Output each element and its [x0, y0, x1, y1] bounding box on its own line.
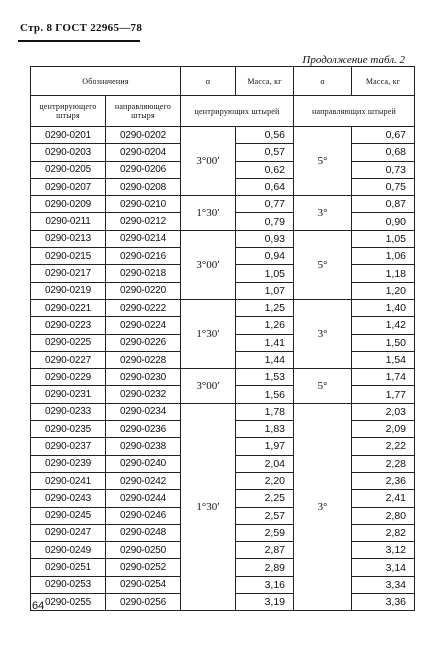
- guide-pin-mass: 1,06: [352, 248, 415, 265]
- guide-pin-code: 0290-0208: [106, 178, 181, 195]
- guide-pin-mass: 1,18: [352, 265, 415, 282]
- centering-pin-mass: 0,77: [236, 196, 294, 213]
- centering-pin-mass: 1,07: [236, 282, 294, 299]
- centering-pin-mass: 0,57: [236, 144, 294, 161]
- centering-pin-mass: 1,56: [236, 386, 294, 403]
- centering-pin-mass: 2,87: [236, 542, 294, 559]
- guide-pin-code: 0290-0240: [106, 455, 181, 472]
- guide-pin-code: 0290-0206: [106, 161, 181, 178]
- centering-pin-mass: 0,93: [236, 230, 294, 247]
- centering-pin-mass: 1,83: [236, 421, 294, 438]
- centering-pin-code: 0290-0255: [31, 594, 106, 611]
- centering-pin-code: 0290-0215: [31, 248, 106, 265]
- centering-pin-mass: 1,05: [236, 265, 294, 282]
- table-row: [31, 230, 415, 247]
- table-row: [31, 369, 415, 386]
- mass-header-centering: Масса, кг: [236, 67, 294, 96]
- centering-pin-code: 0290-0241: [31, 472, 106, 489]
- guide-pin-code: 0290-0252: [106, 559, 181, 576]
- guide-pin-mass: 1,42: [352, 317, 415, 334]
- table-row: [31, 196, 415, 213]
- centering-pin-mass: 3,19: [236, 594, 294, 611]
- guide-pin-code: 0290-0220: [106, 282, 181, 299]
- guide-pin-code: 0290-0236: [106, 421, 181, 438]
- page-number: 64: [32, 600, 45, 612]
- guide-angle: 5°: [294, 369, 352, 404]
- centering-pin-code: 0290-0253: [31, 576, 106, 593]
- centering-pins-header: центрирующих штырей: [181, 96, 294, 127]
- centering-pin-code: 0290-0231: [31, 386, 106, 403]
- centering-pin-code: 0290-0247: [31, 524, 106, 541]
- centering-pin-code: 0290-0249: [31, 542, 106, 559]
- centering-pin-header: центрирующего штыря: [31, 96, 106, 127]
- guide-pin-mass: 0,75: [352, 178, 415, 195]
- guide-pin-code: 0290-0204: [106, 144, 181, 161]
- designation-mass-table: [30, 66, 415, 611]
- guide-pin-mass: 1,50: [352, 334, 415, 351]
- centering-pin-mass: 2,89: [236, 559, 294, 576]
- guide-pin-mass: 3,34: [352, 576, 415, 593]
- guide-pin-mass: 3,36: [352, 594, 415, 611]
- centering-pin-mass: 2,25: [236, 490, 294, 507]
- guide-pin-code: 0290-0250: [106, 542, 181, 559]
- centering-pin-mass: 2,59: [236, 524, 294, 541]
- guide-pin-code: 0290-0218: [106, 265, 181, 282]
- centering-pin-code: 0290-0239: [31, 455, 106, 472]
- centering-pin-mass: 1,41: [236, 334, 294, 351]
- table-continuation-label: Продолжение табл. 2: [302, 54, 405, 66]
- alpha-header-guide: α: [294, 67, 352, 96]
- guide-pin-mass: 1,77: [352, 386, 415, 403]
- guide-pin-code: 0290-0216: [106, 248, 181, 265]
- guide-angle: 3°: [294, 403, 352, 611]
- page-header: Стр. 8 ГОСТ 22965—78: [20, 22, 143, 34]
- centering-angle: 1°30′: [181, 403, 236, 611]
- guide-pin-mass: 1,40: [352, 299, 415, 316]
- table-body: [31, 127, 415, 611]
- guide-pin-code: 0290-0202: [106, 127, 181, 144]
- guide-pin-code: 0290-0226: [106, 334, 181, 351]
- guide-pin-mass: 3,14: [352, 559, 415, 576]
- guide-pin-code: 0290-0224: [106, 317, 181, 334]
- mass-header-guide: Масса, кг: [352, 67, 415, 96]
- centering-pin-code: 0290-0209: [31, 196, 106, 213]
- guide-pin-code: 0290-0248: [106, 524, 181, 541]
- centering-pin-code: 0290-0233: [31, 403, 106, 420]
- centering-pin-mass: 0,94: [236, 248, 294, 265]
- centering-pin-code: 0290-0235: [31, 421, 106, 438]
- centering-pin-code: 0290-0203: [31, 144, 106, 161]
- centering-pin-code: 0290-0217: [31, 265, 106, 282]
- centering-angle: 1°30′: [181, 299, 236, 368]
- guide-pins-header: направляющих штырей: [294, 96, 415, 127]
- guide-pin-code: 0290-0210: [106, 196, 181, 213]
- centering-pin-mass: 1,25: [236, 299, 294, 316]
- guide-pin-mass: 2,03: [352, 403, 415, 420]
- centering-pin-code: 0290-0251: [31, 559, 106, 576]
- centering-pin-code: 0290-0207: [31, 178, 106, 195]
- guide-pin-mass: 2,41: [352, 490, 415, 507]
- table-row: [31, 299, 415, 316]
- guide-pin-code: 0290-0256: [106, 594, 181, 611]
- centering-pin-code: 0290-0227: [31, 351, 106, 368]
- centering-pin-mass: 0,64: [236, 178, 294, 195]
- centering-pin-code: 0290-0245: [31, 507, 106, 524]
- guide-pin-code: 0290-0254: [106, 576, 181, 593]
- guide-pin-code: 0290-0222: [106, 299, 181, 316]
- centering-pin-mass: 2,04: [236, 455, 294, 472]
- guide-pin-mass: 1,54: [352, 351, 415, 368]
- centering-pin-code: 0290-0201: [31, 127, 106, 144]
- centering-pin-mass: 0,62: [236, 161, 294, 178]
- centering-angle: 3°00′: [181, 127, 236, 196]
- centering-pin-code: 0290-0237: [31, 438, 106, 455]
- guide-angle: 5°: [294, 127, 352, 196]
- centering-pin-mass: 2,57: [236, 507, 294, 524]
- guide-pin-code: 0290-0212: [106, 213, 181, 230]
- guide-pin-mass: 2,09: [352, 421, 415, 438]
- guide-pin-code: 0290-0232: [106, 386, 181, 403]
- centering-pin-mass: 3,16: [236, 576, 294, 593]
- centering-pin-mass: 1,78: [236, 403, 294, 420]
- guide-pin-code: 0290-0234: [106, 403, 181, 420]
- designations-header: Обозначения: [31, 67, 181, 96]
- guide-pin-code: 0290-0238: [106, 438, 181, 455]
- guide-pin-mass: 2,82: [352, 524, 415, 541]
- centering-pin-code: 0290-0219: [31, 282, 106, 299]
- guide-pin-code: 0290-0214: [106, 230, 181, 247]
- centering-pin-mass: 1,97: [236, 438, 294, 455]
- centering-pin-mass: 0,79: [236, 213, 294, 230]
- centering-pin-mass: 1,53: [236, 369, 294, 386]
- centering-angle: 1°30′: [181, 196, 236, 231]
- guide-pin-mass: 1,74: [352, 369, 415, 386]
- guide-pin-mass: 0,67: [352, 127, 415, 144]
- guide-pin-code: 0290-0228: [106, 351, 181, 368]
- table-row: [31, 127, 415, 144]
- guide-pin-mass: 1,05: [352, 230, 415, 247]
- guide-pin-mass: 0,90: [352, 213, 415, 230]
- centering-angle: 3°00′: [181, 369, 236, 404]
- guide-pin-code: 0290-0230: [106, 369, 181, 386]
- guide-pin-mass: 0,87: [352, 196, 415, 213]
- centering-angle: 3°00′: [181, 230, 236, 299]
- centering-pin-code: 0290-0211: [31, 213, 106, 230]
- guide-pin-mass: 2,36: [352, 472, 415, 489]
- centering-pin-mass: 1,26: [236, 317, 294, 334]
- guide-pin-mass: 1,20: [352, 282, 415, 299]
- guide-angle: 5°: [294, 230, 352, 299]
- guide-angle: 3°: [294, 299, 352, 368]
- guide-pin-code: 0290-0242: [106, 472, 181, 489]
- guide-pin-mass: 2,80: [352, 507, 415, 524]
- centering-pin-code: 0290-0221: [31, 299, 106, 316]
- guide-pin-code: 0290-0244: [106, 490, 181, 507]
- guide-pin-code: 0290-0246: [106, 507, 181, 524]
- guide-pin-header: направляющего штыря: [106, 96, 181, 127]
- centering-pin-code: 0290-0205: [31, 161, 106, 178]
- centering-pin-code: 0290-0213: [31, 230, 106, 247]
- centering-pin-mass: 2,20: [236, 472, 294, 489]
- guide-pin-mass: 2,28: [352, 455, 415, 472]
- guide-pin-mass: 0,68: [352, 144, 415, 161]
- header-rule: [18, 40, 140, 42]
- centering-pin-code: 0290-0243: [31, 490, 106, 507]
- alpha-header-centering: α: [181, 67, 236, 96]
- guide-pin-mass: 0,73: [352, 161, 415, 178]
- guide-pin-mass: 3,12: [352, 542, 415, 559]
- table-row: [31, 403, 415, 420]
- centering-pin-code: 0290-0229: [31, 369, 106, 386]
- guide-pin-mass: 2,22: [352, 438, 415, 455]
- centering-pin-code: 0290-0225: [31, 334, 106, 351]
- centering-pin-mass: 0,56: [236, 127, 294, 144]
- guide-angle: 3°: [294, 196, 352, 231]
- centering-pin-code: 0290-0223: [31, 317, 106, 334]
- centering-pin-mass: 1,44: [236, 351, 294, 368]
